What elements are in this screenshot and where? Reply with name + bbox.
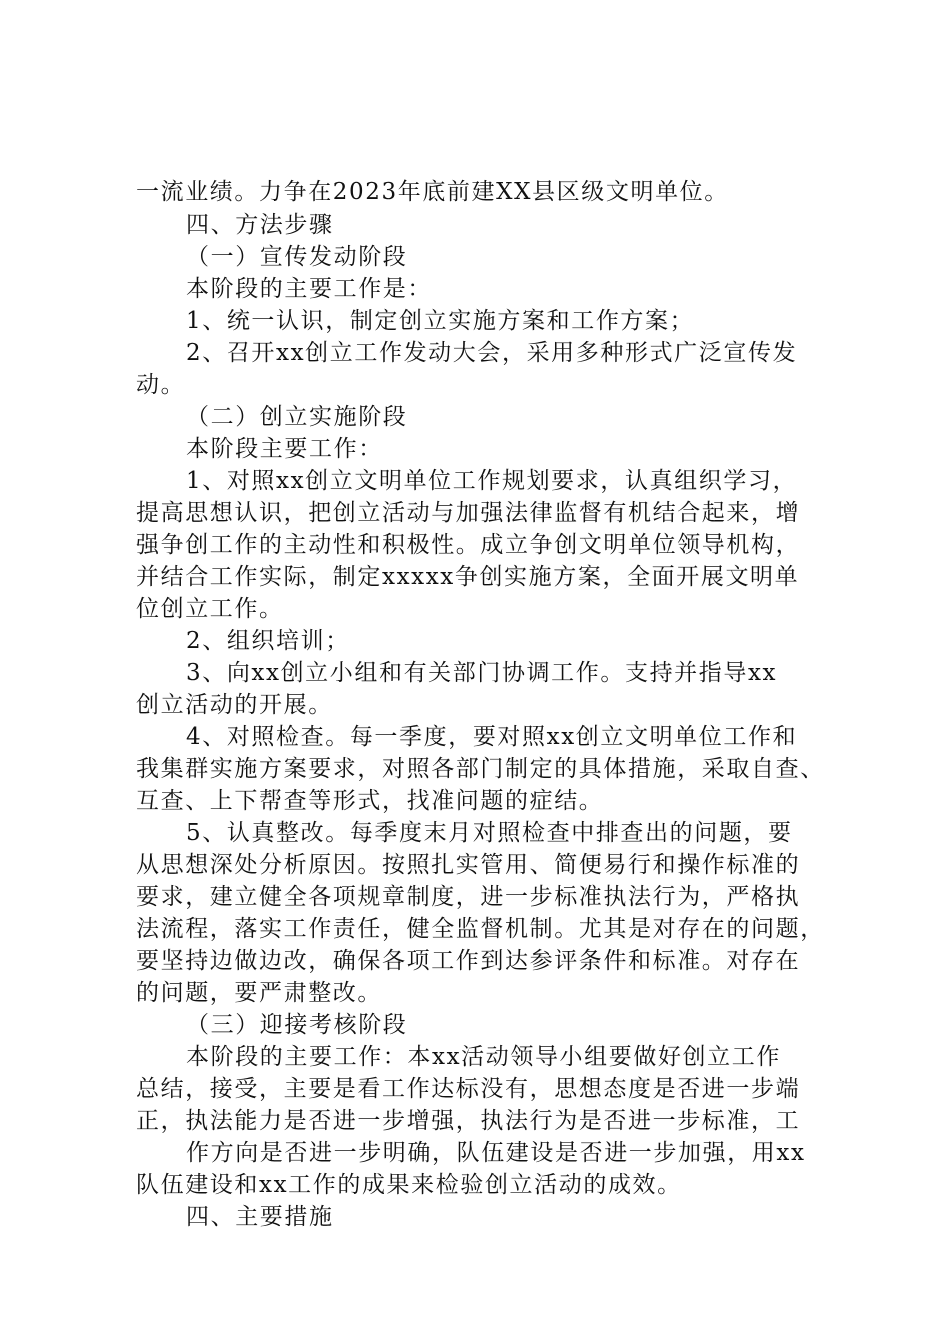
text-line-15: 2、组织培训；	[186, 628, 350, 654]
text-line-18: 4、对照检查。每一季度，要对照xx创立文明单位工作和	[186, 724, 798, 750]
text-line-20: 互查、上下帮查等形式，找准问题的症结。	[136, 788, 604, 814]
section-heading-methods: 四、方法步骤	[186, 212, 334, 238]
text-line-6: 2、召开xx创立工作发动大会，采用多种形式广泛宣传发	[186, 340, 798, 366]
text-line-10: 1、对照xx创立文明单位工作规划要求，认真组织学习，	[186, 468, 798, 494]
text-line-12: 强争创工作的主动性和积极性。成立争创文明单位领导机构，	[136, 532, 801, 558]
text-line-13: 并结合工作实际，制定xxxxx争创实施方案，全面开展文明单	[136, 564, 800, 590]
text-line-31: 作方向是否进一步明确，队伍建设是否进一步加强，用xx	[186, 1140, 806, 1166]
text-line-14: 位创立工作。	[136, 596, 284, 622]
text-line-17: 创立活动的开展。	[136, 692, 333, 718]
text-line-11: 提高思想认识，把创立活动与加强法律监督有机结合起来，增	[136, 500, 801, 526]
text-line-32: 队伍建设和xx工作的成果来检验创立活动的成效。	[136, 1172, 682, 1198]
text-line-30: 正，执法能力是否进一步增强，执法行为是否进一步标准，工	[136, 1108, 801, 1134]
text-line-24: 法流程，落实工作责任，健全监督机制。尤其是对存在的问题，	[136, 916, 825, 942]
stage-heading-3: （三）迎接考核阶段	[186, 1012, 408, 1038]
text-line-5: 1、统一认识，制定创立实施方案和工作方案；	[186, 308, 695, 334]
text-line-19: 我集群实施方案要求，对照各部门制定的具体措施，采取自查、	[136, 756, 825, 782]
text-line-1: 一流业绩。力争在2023年底前建XX县区级文明单位。	[136, 179, 729, 205]
text-line-29: 总结，接受，主要是看工作达标没有，思想态度是否进一步端	[136, 1076, 801, 1102]
text-line-16: 3、向xx创立小组和有关部门协调工作。支持并指导xx	[186, 660, 778, 686]
text-line-28: 本阶段的主要工作：本xx活动领导小组要做好创立工作	[186, 1044, 781, 1070]
stage-heading-1: （一）宣传发动阶段	[186, 244, 408, 270]
section-heading-measures: 四、主要措施	[186, 1204, 334, 1230]
text-line-21: 5、认真整改。每季度末月对照检查中排查出的问题，要	[186, 820, 793, 846]
text-line-25: 要坚持边做边改，确保各项工作到达参评条件和标准。对存在	[136, 948, 801, 974]
text-line-4: 本阶段的主要工作是：	[186, 276, 432, 302]
text-line-9: 本阶段主要工作：	[186, 436, 383, 462]
text-line-7: 动。	[136, 372, 186, 398]
text-line-23: 要求，建立健全各项规章制度，进一步标准执法行为，严格执	[136, 884, 801, 910]
text-line-26: 的问题，要严肃整改。	[136, 980, 382, 1006]
stage-heading-2: （二）创立实施阶段	[186, 404, 408, 430]
text-line-22: 从思想深处分析原因。按照扎实管用、简便易行和操作标准的	[136, 852, 801, 878]
